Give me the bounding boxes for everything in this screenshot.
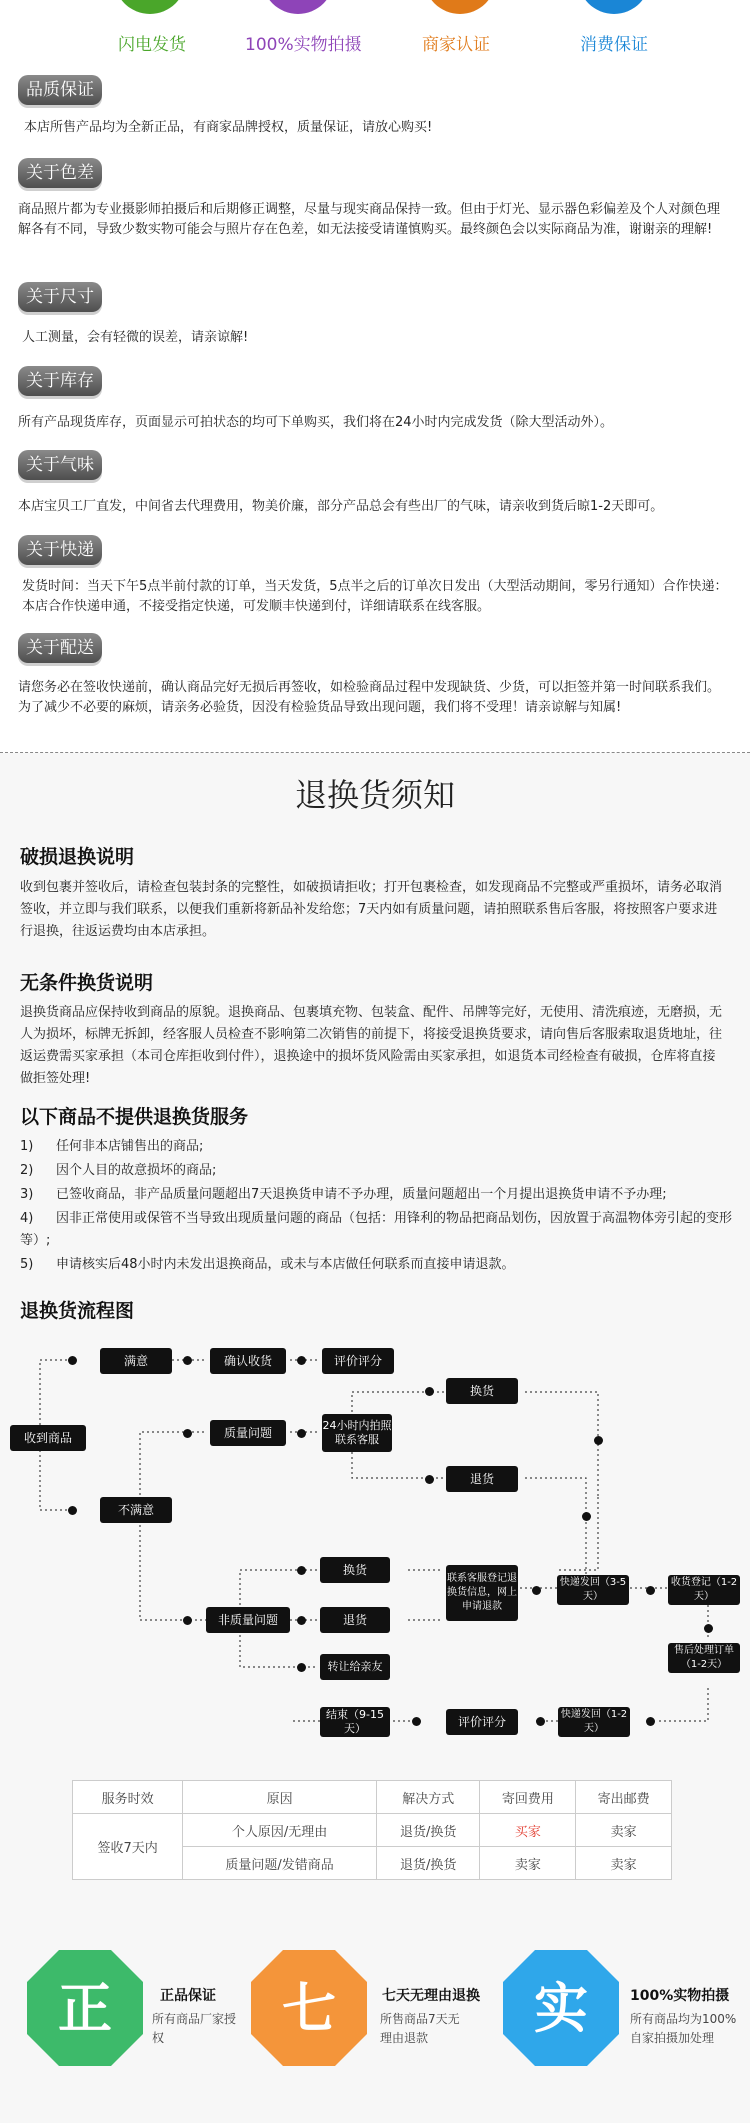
no-service-item: 5) 申请核实后48小时内未发出退换商品，或未与本店做任何联系而直接申请退款。 (20, 1257, 515, 1272)
badge-title: 正品保证 (160, 1988, 216, 2004)
unconditional-text: 退换货商品应保持收到商品的原貌。退换商品、包裹填充物、包装盒、配件、吊牌等完好，无使用、清洗痕迹，无磨损，无人为损坏，标牌无拆卸，经客服人员检查不影响第二次销售的前提下，将接受退换货要求，请向售后客服索取退货地址，往返运费需买家承担（本司仓库拒收到付件），退换途中的损坏货风险需由买家承担，如退货本司经检查有破损，仓库将直接做拒签处理! (20, 1005, 723, 1086)
table-header-cell: 寄回费用 (480, 1781, 576, 1814)
badge-desc: 所有商品厂家授权 (152, 2012, 237, 2045)
flow-dot (536, 1717, 545, 1726)
flow-quality: 质量问题 (210, 1420, 286, 1446)
flow-title: 退换货流程图 (20, 1300, 135, 1322)
flow-unsatisfied: 不满意 (100, 1497, 172, 1523)
no-service-item: 2) 因个人目的故意损坏的商品; (20, 1163, 217, 1178)
table-cell: 卖家 (576, 1847, 672, 1880)
section-label-express: 关于快递 (18, 535, 102, 565)
flow-exchange2: 换货 (320, 1557, 390, 1583)
flow-dot (183, 1616, 192, 1625)
flow-dot (704, 1624, 713, 1633)
no-service-title: 以下商品不提供退换货服务 (20, 1106, 249, 1128)
table-row (73, 1814, 672, 1847)
section-label-delivery: 关于配送 (18, 633, 102, 663)
authentic-badge-icon (22, 1945, 148, 2071)
flow-refund1: 退货 (446, 1466, 518, 1492)
flow-dot (425, 1475, 434, 1484)
table-header-cell: 原因 (183, 1781, 377, 1814)
damage-title: 破损退换说明 (20, 846, 135, 868)
flow-dot (412, 1717, 421, 1726)
table-cell: 卖家 (576, 1814, 672, 1847)
flow-dot (425, 1387, 434, 1396)
flow-confirm: 确认收货 (210, 1348, 286, 1374)
damage-text: 收到包裹并签收后，请检查包装封条的完整性，如破损请拒收；打开包裹检查，如发现商品不完整或严重损坏，请务必取消签收，并立即与我们联系，以便我们重新将新品补发给您；7天内如有质量问题，请拍照联系售后客服，将按照客户要求进行退换，往返运费均由本店承担。 (20, 880, 723, 939)
certified-icon (424, 0, 496, 14)
flow-ship-back1: 快递发回（3-5天） (557, 1575, 629, 1605)
flow-receive: 收到商品 (10, 1425, 86, 1451)
flow-review2: 评价评分 (446, 1709, 518, 1735)
flow-contact24: 24小时内拍照联系客服 (322, 1414, 392, 1452)
flow-end: 结束（9-15天） (320, 1707, 390, 1737)
section-text-delivery: 请您务必在签收快递前，确认商品完好无损后再签收，如检验商品过程中发现缺货、少货，可以拒签并第一时间联系我们。为了减少不必要的麻烦，请亲务必验货，因没有检验货品导致出现问题，我们将不受理！请亲谅解与知属! (18, 680, 721, 715)
flow-after-sales: 售后处理订单（1-2天） (668, 1643, 740, 1673)
table-header-cell: 寄出邮费 (576, 1781, 672, 1814)
flow-dot (646, 1586, 655, 1595)
flow-dot (594, 1436, 603, 1445)
section-label-stock: 关于库存 (18, 366, 102, 396)
flow-non-quality: 非质量问题 (206, 1607, 290, 1633)
flow-cs-register: 联系客服登记退换货信息，网上申请退款 (446, 1565, 518, 1621)
table-cell-highlight: 买家 (480, 1814, 576, 1847)
no-service-item: 3) 已签收商品，非产品质量问题超出7天退换货申请不予办理，质量问题超出一个月提出退换货申请不予办理; (20, 1187, 667, 1202)
camera-icon (262, 0, 334, 14)
real-photo-badge-icon (498, 1945, 624, 2071)
fast-shipping-label: 闪电发货 (118, 35, 186, 55)
flow-review1: 评价评分 (322, 1348, 394, 1374)
flow-dot (297, 1566, 306, 1575)
flow-exchange1: 换货 (446, 1378, 518, 1404)
flow-receive-register: 收货登记（1-2天） (668, 1575, 740, 1605)
svg-text:正: 正 (58, 1977, 112, 2040)
seven-day-badge-icon (246, 1945, 372, 2071)
table-header-cell: 服务时效 (73, 1781, 183, 1814)
section-label-quality: 品质保证 (18, 75, 102, 105)
flow-dot (183, 1429, 192, 1438)
return-policy-table (72, 1780, 672, 1880)
flow-dot (68, 1506, 77, 1515)
real-photo-label: 100%实物拍摄 (245, 35, 362, 55)
flow-resell: 转让给亲友 (320, 1654, 390, 1680)
section-text-color: 商品照片都为专业摄影师拍摄后和后期修正调整，尽量与现实商品保持一致。但由于灯光、显示器色彩偏差及个人对颜色理解各有不同，导致少数实物可能会与照片存在色差，如无法接受请谨慎购买。最终颜色会以实际商品为准，谢谢亲的理解! (18, 202, 721, 237)
table-cell: 卖家 (480, 1847, 576, 1880)
no-service-item: 4) 因非正常使用或保管不当导致出现质量问题的商品（包括：用锋利的物品把商品划伤，因放置于高温物体旁引起的变形等）; (20, 1211, 733, 1248)
section-text-smell: 本店宝贝工厂直发，中间省去代理费用，物美价廉，部分产品总会有些出厂的气味，请亲收到货后晾1-2天即可。 (18, 499, 664, 514)
unconditional-title: 无条件换货说明 (20, 972, 154, 994)
flow-dot (68, 1356, 77, 1365)
flow-ship-back2: 快递发回（1-2天） (558, 1707, 630, 1737)
shield-icon (578, 0, 650, 14)
section-label-smell: 关于气味 (18, 450, 102, 480)
section-text-quality: 本店所售产品均为全新正品，有商家品牌授权，质量保证，请放心购买! (24, 120, 433, 135)
no-service-item: 1) 任何非本店铺售出的商品; (20, 1139, 204, 1154)
flow-satisfied: 满意 (100, 1348, 172, 1374)
flow-dot (532, 1586, 541, 1595)
svg-text:实: 实 (534, 1977, 588, 2040)
badge-title: 100%实物拍摄 (630, 1988, 730, 2004)
badge-desc: 所售商品7天无理由退款 (380, 2012, 460, 2045)
flow-dot (297, 1356, 306, 1365)
table-cell: 退货/换货 (377, 1814, 480, 1847)
returns-title: 退换货须知 (294, 776, 455, 814)
table-cell: 个人原因/无理由 (183, 1814, 377, 1847)
table-header-row (73, 1781, 672, 1814)
flow-refund2: 退货 (320, 1607, 390, 1633)
table-cell: 退货/换货 (377, 1847, 480, 1880)
flow-dot (297, 1663, 306, 1672)
section-text-stock: 所有产品现货库存，页面显示可拍状态的均可下单购买，我们将在24小时内完成发货（除大型活动外）。 (18, 415, 614, 430)
table-cell: 质量问题/发错商品 (183, 1847, 377, 1880)
flow-dot (297, 1616, 306, 1625)
svg-text:七: 七 (282, 1977, 336, 2040)
badge-title: 七天无理由退换 (382, 1988, 480, 2004)
flow-dot (582, 1512, 591, 1521)
flow-dot (297, 1429, 306, 1438)
section-label-color: 关于色差 (18, 158, 102, 188)
section-text-express: 发货时间：当天下午5点半前付款的订单，当天发货，5点半之后的订单次日发出（大型活动期间，零另行通知）合作快递：本店合作快递申通，不接受指定快递，可发顺丰快递到付，详细请联系在线客服。 (22, 579, 728, 614)
badge-desc: 所有商品均为100%自家拍摄加处理 (630, 2012, 737, 2045)
flow-dot (646, 1717, 655, 1726)
table-period-cell: 签收7天内 (73, 1814, 183, 1880)
flow-dot (183, 1356, 192, 1365)
table-header-cell: 解决方式 (377, 1781, 480, 1814)
consumer-guarantee-label: 消费保证 (580, 35, 648, 55)
lightning-icon (114, 0, 186, 14)
merchant-cert-label: 商家认证 (422, 35, 490, 55)
section-text-size: 人工测量，会有轻微的误差，请亲谅解! (22, 330, 249, 345)
section-label-size: 关于尺寸 (18, 282, 102, 312)
